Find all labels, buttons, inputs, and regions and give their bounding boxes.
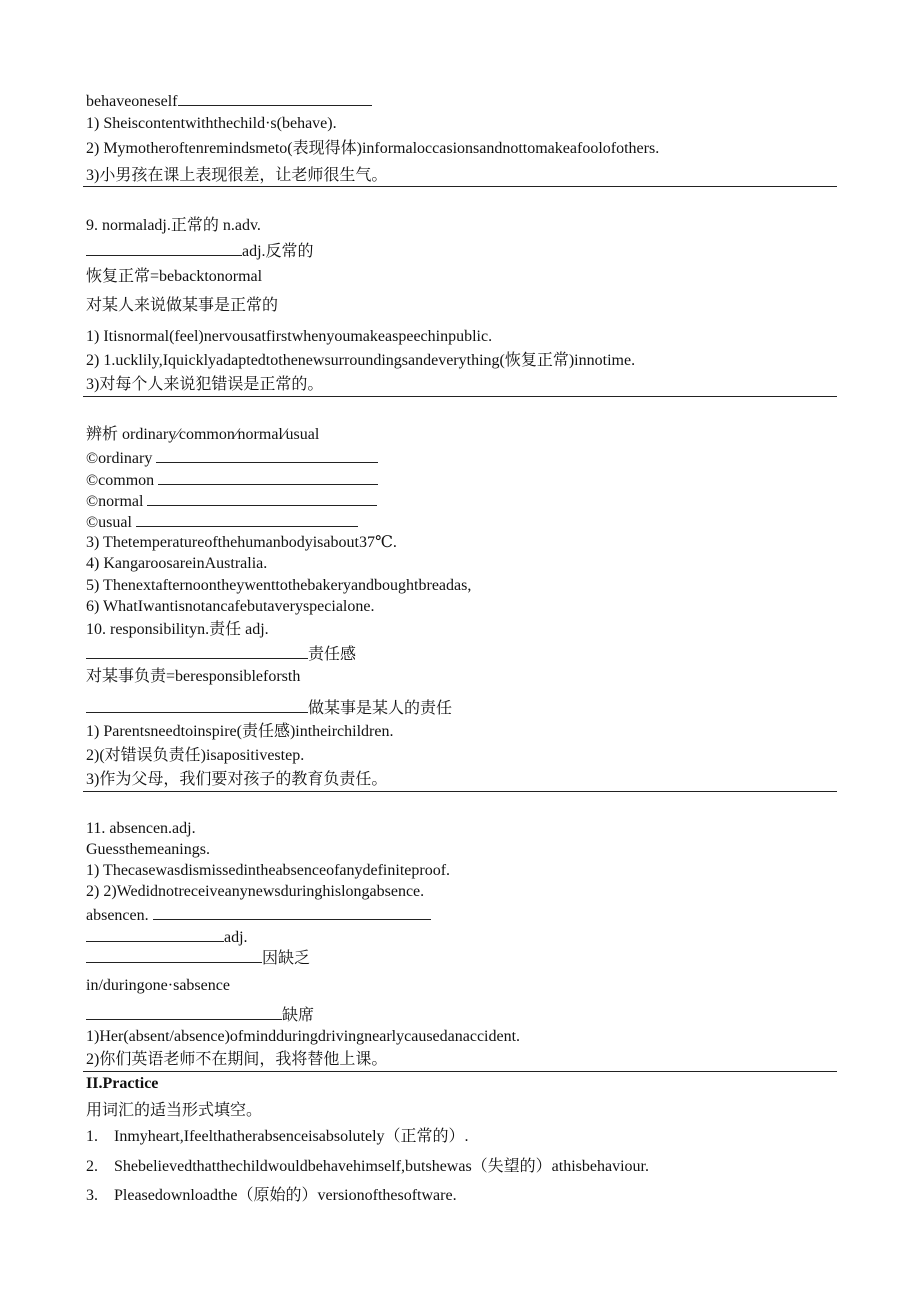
s10-sense-line: 责任感 — [86, 643, 356, 665]
compare-common: ©common — [86, 469, 378, 491]
answer-blank[interactable] — [86, 697, 308, 713]
s9-question-2: 2) 1.ucklily,Iquicklyadaptedtothenewsurroundingsandeverything(恢复正常)innotime. — [86, 352, 636, 369]
s11-title: 11. absencen.adj. — [86, 820, 196, 837]
s10-question-1: 1) Parentsneedtoinspire(责任感)intheirchildren. — [86, 723, 394, 740]
compare-question-4: 4) KangaroosareinAustralia. — [86, 555, 268, 572]
answer-blank[interactable] — [153, 904, 431, 920]
answer-blank[interactable] — [156, 447, 378, 463]
s10-phrase-1: 对某事负责=beresponsibleforsth — [86, 668, 301, 685]
answer-blank[interactable] — [136, 511, 358, 527]
s11-adj-line: adj. — [86, 926, 248, 948]
s9-phrase-2: 对某人来说做某事是正常的 — [86, 297, 279, 314]
s8-question-3: 3)小男孩在课上表现很差，让老师很生气。 — [86, 167, 388, 184]
s11-absent-line: 缺席 — [86, 1004, 314, 1026]
s10-phrase-2-line: 做某事是某人的责任 — [86, 697, 452, 719]
s11-lack-line: 因缺乏 — [86, 947, 310, 969]
s10-question-2: 2)(对错误负责任)isapositivestep. — [86, 747, 305, 764]
s11-question-4: 2)你们英语老师不在期间，我将替他上课。 — [86, 1051, 388, 1068]
answer-blank[interactable] — [178, 90, 372, 106]
compare-question-5: 5) Thenextafternoontheywenttothebakeryandboughtbreadas, — [86, 577, 472, 594]
answer-blank[interactable] — [147, 490, 377, 506]
s11-absence-line: absencen. — [86, 904, 431, 926]
section-divider — [83, 186, 837, 187]
answer-blank[interactable] — [86, 240, 242, 256]
answer-blank[interactable] — [86, 926, 224, 942]
s11-guess: Guessthemeanings. — [86, 841, 210, 858]
compare-title: 辨析 ordinary∕common∕normal∕usual — [86, 426, 320, 443]
s10-title: 10. responsibilityn.责任 adj. — [86, 621, 269, 638]
practice-item: 1. Inmyheart,Ifeelthatherabsenceisabsolutely（正常的）. — [86, 1128, 469, 1145]
s9-question-1: 1) Itisnormal(feel)nervousatfirstwhenyoumakeaspeechinpublic. — [86, 328, 493, 345]
practice-instruction: 用词汇的适当形式填空。 — [86, 1102, 263, 1119]
behave-heading: behaveoneself — [86, 90, 372, 112]
s9-phrase-1: 恢复正常=bebacktonormal — [86, 268, 263, 285]
answer-blank[interactable] — [86, 947, 262, 963]
practice-heading: II.Practice — [86, 1075, 159, 1092]
practice-item: 3. Pleasedownloadthe（原始的）versionofthesoftware. — [86, 1187, 457, 1204]
s11-during: in/duringone·sabsence — [86, 977, 230, 994]
answer-blank[interactable] — [86, 1004, 282, 1020]
section-divider — [83, 1071, 837, 1072]
section-divider — [83, 791, 837, 792]
practice-item: 2. Shebelievedthatthechildwouldbehavehimself,butshewas（失望的）athisbehaviour. — [86, 1158, 649, 1175]
s11-question-1: 1) Thecasewasdismissedintheabsenceofanydefiniteproof. — [86, 862, 451, 879]
section-divider — [83, 396, 837, 397]
compare-usual: ©usual — [86, 511, 358, 533]
answer-blank[interactable] — [158, 469, 378, 485]
s8-question-1: 1) Sheiscontentwiththechild·s(behave). — [86, 115, 337, 132]
s10-question-3: 3)作为父母，我们要对孩子的教育负责任。 — [86, 771, 388, 788]
s11-question-2: 2) 2)Wedidnotreceiveanynewsduringhislongabsence. — [86, 883, 425, 900]
s11-question-3: 1)Her(absent/absence)ofmindduringdrivingnearlycausedanaccident. — [86, 1028, 521, 1045]
answer-blank[interactable] — [86, 643, 308, 659]
s9-question-3: 3)对每个人来说犯错误是正常的。 — [86, 376, 324, 393]
compare-question-3: 3) Thetemperatureofthehumanbodyisabout37℃. — [86, 534, 397, 551]
s8-question-2: 2) Mymotheroftenremindsmeto(表现得体)informaloccasionsandnottomakeafoolofothers. — [86, 140, 660, 157]
compare-ordinary: ©ordinary — [86, 447, 378, 469]
compare-normal: ©normal — [86, 490, 377, 512]
s9-title: 9. normaladj.正常的 n.adv. — [86, 217, 261, 234]
s9-antonym-line: adj.反常的 — [86, 240, 314, 262]
compare-question-6: 6) WhatIwantisnotancafebutaveryspecialone. — [86, 598, 375, 615]
